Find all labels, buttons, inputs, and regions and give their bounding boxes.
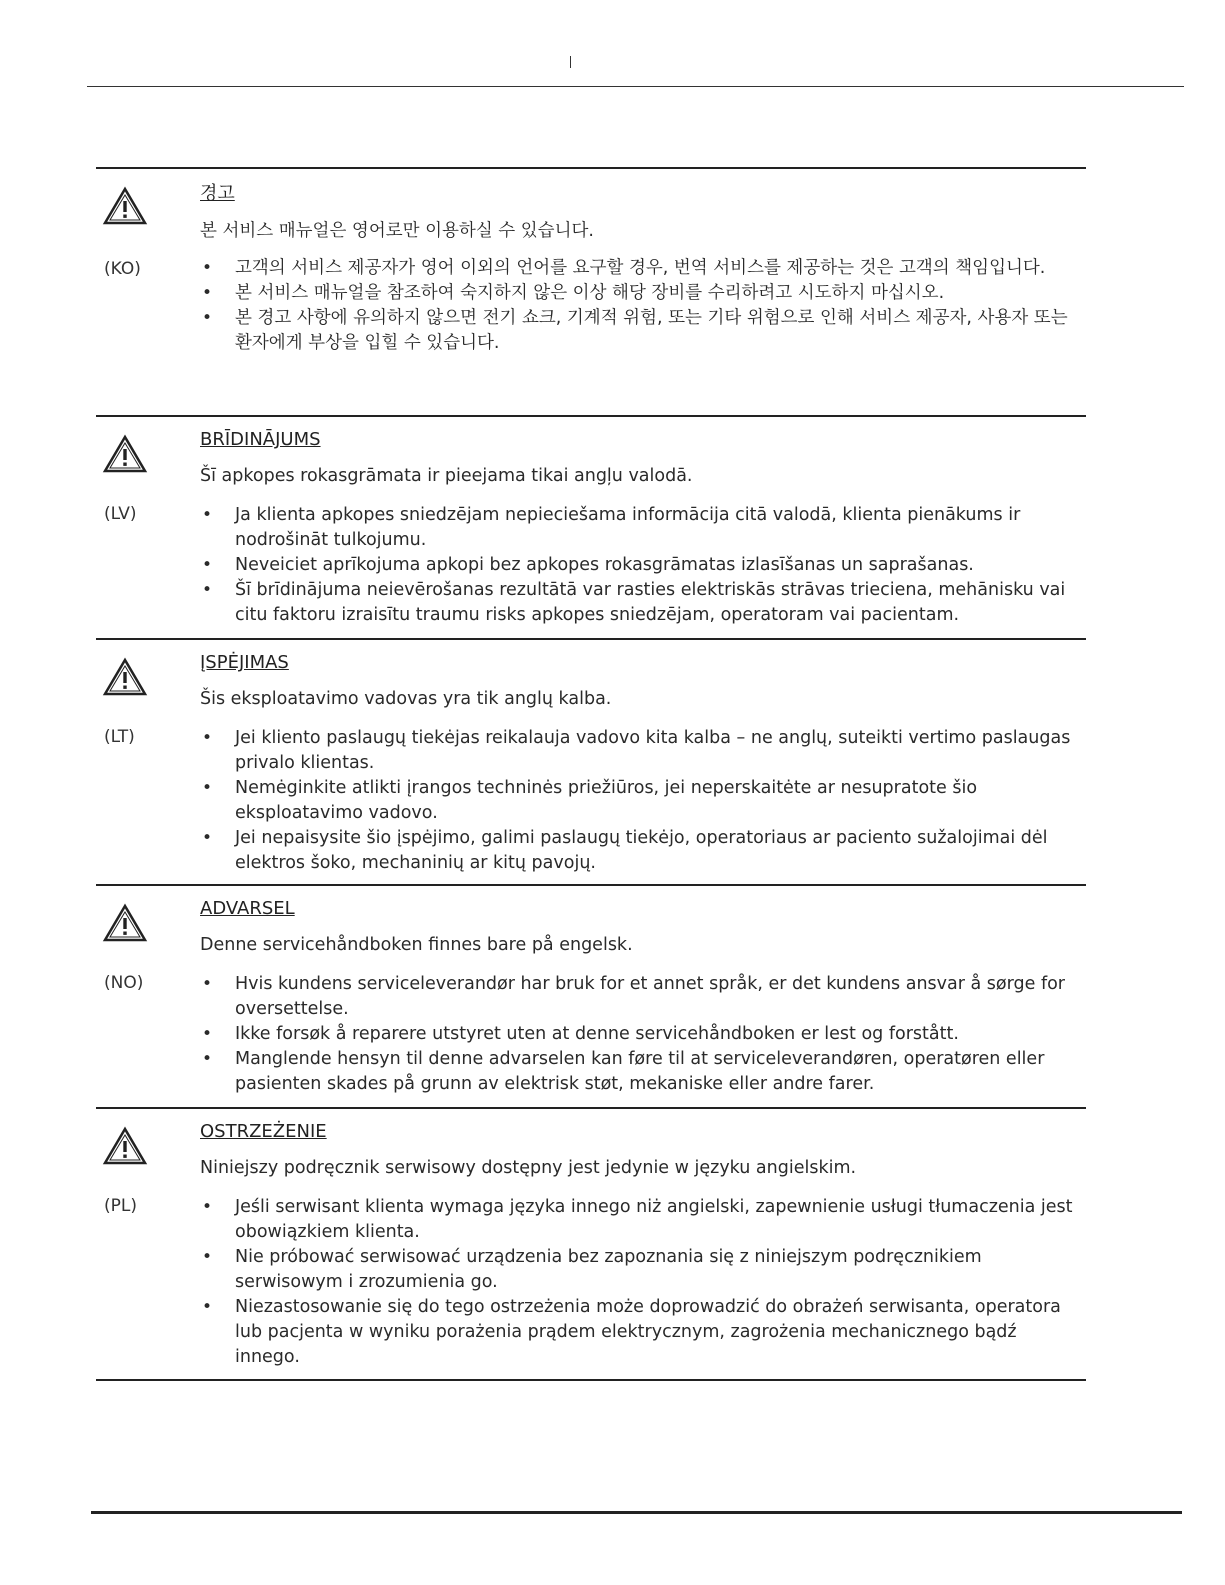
warning-list-item: • Hvis kundens serviceleverandør har bruk for et annet språk, er det kundens ansvar å sørge for oversettelse. <box>200 972 1086 1022</box>
warning-list <box>200 972 1086 1097</box>
warning-list-item: • Jei nepaisysite šio įspėjimo, galimi paslaugų tiekėjo, operatoriaus ar paciento sužalojimai dėl elektros šoko, mechaninių ar kitų pavojų. <box>200 826 1086 876</box>
warning-title: ADVARSEL <box>200 898 295 919</box>
warning-intro: Šī apkopes rokasgrāmata ir pieejama tikai angļu valodā. <box>200 466 693 486</box>
warning-intro: Niniejszy podręcznik serwisowy dostępny jest jedynie w języku angielskim. <box>200 1158 857 1178</box>
warning-block-lt <box>96 640 1086 886</box>
warning-list-item: • Niezastosowanie się do tego ostrzeżenia może doprowadzić do obrażeń serwisanta, operatora lub pacjenta w wyniku porażenia prądem elektrycznym, zagrożenia mechanicznego bądź innego. <box>200 1295 1086 1370</box>
warning-list-item: • Jei kliento paslaugų tiekėjas reikalauja vadovo kita kalba – ne anglų, suteikti vertimo paslaugas privalo klientas. <box>200 726 1086 776</box>
warning-block-ko <box>96 169 1086 417</box>
warning-list-item: • Nemėginkite atlikti įrangos techninės priežiūros, jei neperskaitėte ar nesupratote šio eksploatavimo vadovo. <box>200 776 1086 826</box>
warning-list-item: • 본 서비스 매뉴얼을 참조하여 숙지하지 않은 이상 해당 장비를 수리하려고 시도하지 마십시오. <box>200 281 1086 306</box>
warning-intro: Denne servicehåndboken finnes bare på engelsk. <box>200 935 633 955</box>
warning-list-item: • Nie próbować serwisować urządzenia bez zapoznania się z niniejszym podręcznikiem serwisowym i zrozumienia go. <box>200 1245 1086 1295</box>
warning-title: OSTRZEŻENIE <box>200 1121 327 1142</box>
language-code: (NO) <box>104 973 144 993</box>
warning-block-pl <box>96 1109 1086 1381</box>
warning-list-item: • Ja klienta apkopes sniedzējam nepieciešama informācija citā valodā, klienta pienākums ir nodrošināt tulkojumu. <box>200 503 1086 553</box>
warning-triangle-icon <box>102 657 148 697</box>
warning-list-item: • 본 경고 사항에 유의하지 않으면 전기 쇼크, 기계적 위험, 또는 기타 위험으로 인해 서비스 제공자, 사용자 또는 환자에게 부상을 입힐 수 있습니다. <box>200 306 1086 356</box>
warning-block-no <box>96 886 1086 1109</box>
header-rule <box>87 86 1184 87</box>
warning-list-item: • Jeśli serwisant klienta wymaga języka innego niż angielski, zapewnienie usługi tłumaczenia jest obowiązkiem klienta. <box>200 1195 1086 1245</box>
warning-list <box>200 1195 1086 1370</box>
warning-block-lv <box>96 417 1086 640</box>
warning-list-item: • 고객의 서비스 제공자가 영어 이외의 언어를 요구할 경우, 번역 서비스를 제공하는 것은 고객의 책임입니다. <box>200 256 1086 281</box>
language-code: (LT) <box>104 727 135 747</box>
warning-list-item: • Neveiciet aprīkojuma apkopi bez apkopes rokasgrāmatas izlasīšanas un saprašanas. <box>200 553 1086 578</box>
warning-intro: Šis eksploatavimo vadovas yra tik anglų kalba. <box>200 689 612 709</box>
warning-list <box>200 726 1086 876</box>
warning-list-item: • Ikke forsøk å reparere utstyret uten at denne servicehåndboken er lest og forstått. <box>200 1022 1086 1047</box>
warning-triangle-icon <box>102 186 148 226</box>
warnings-table <box>96 167 1086 1381</box>
warning-list <box>200 256 1086 356</box>
footer-rule <box>91 1511 1182 1514</box>
language-code: (PL) <box>104 1196 137 1216</box>
language-code: (LV) <box>104 504 137 524</box>
warning-triangle-icon <box>102 434 148 474</box>
language-code: (KO) <box>104 259 141 279</box>
warning-title: ĮSPĖJIMAS <box>200 652 289 673</box>
warning-triangle-icon <box>102 903 148 943</box>
warning-list <box>200 503 1086 628</box>
warning-title: BRĪDINĀJUMS <box>200 429 321 450</box>
warning-intro: 본 서비스 매뉴얼은 영어로만 이용하실 수 있습니다. <box>200 221 594 241</box>
warning-list-item: • Manglende hensyn til denne advarselen kan føre til at serviceleverandøren, operatøren eller pasienten skades på grunn av elektrisk støt, mekaniske eller andre farer. <box>200 1047 1086 1097</box>
warning-triangle-icon <box>102 1126 148 1166</box>
warning-title: 경고 <box>200 183 235 204</box>
header-mark <box>570 56 571 68</box>
warning-list-item: • Šī brīdinājuma neievērošanas rezultātā var rasties elektriskās strāvas trieciena, mehānisku vai citu faktoru izraisītu traumu risks apkopes sniedzējam, operatoram vai pacientam. <box>200 578 1086 628</box>
